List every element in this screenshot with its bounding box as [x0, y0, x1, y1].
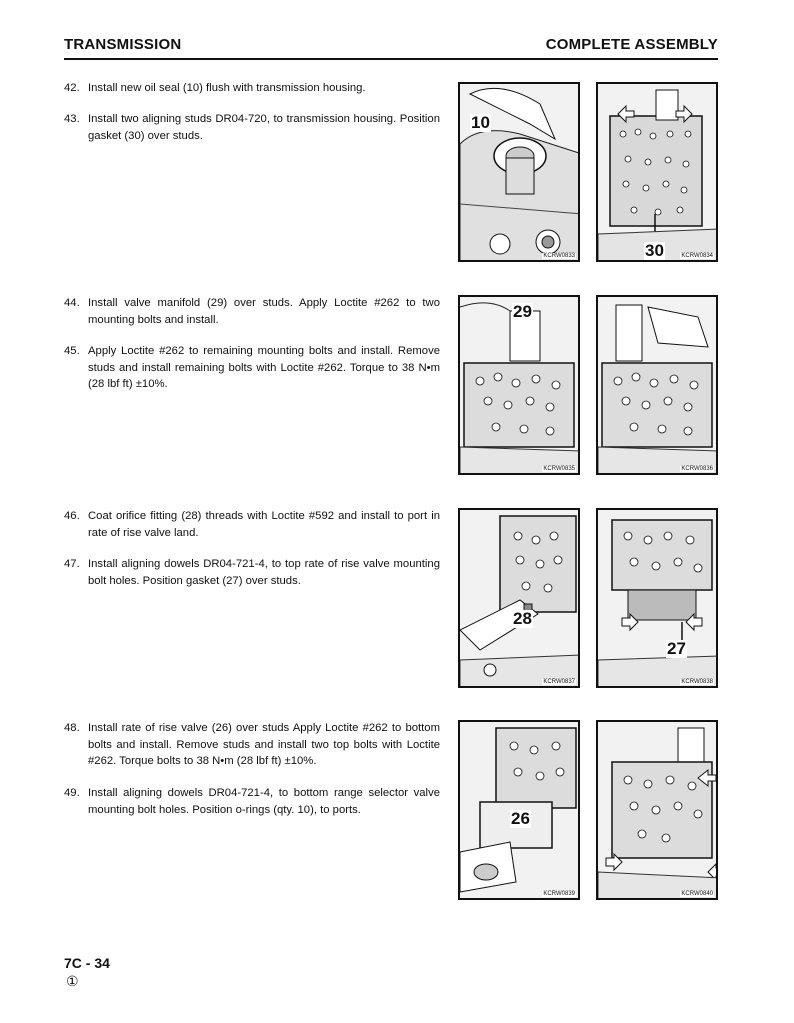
illustration	[460, 84, 580, 262]
step-number: 47.	[64, 558, 80, 570]
illustration	[598, 297, 718, 475]
figure-code: KCRW0833	[543, 253, 575, 259]
step-text: Apply Loctite #262 to remaining mounting bolts and install. Remove studs and install remaining bolts with Loctite #262. Torque to 38 N•m (28 lbf ft) ±10%.	[88, 345, 440, 390]
figure-valve-manifold	[458, 295, 580, 475]
step-number: 44.	[64, 297, 80, 309]
callout-label: 29	[513, 302, 532, 321]
subsection-title: COMPLETE ASSEMBLY	[545, 36, 718, 53]
callout-label: 27	[667, 639, 686, 658]
step-43	[64, 111, 440, 144]
step-number: 45.	[64, 345, 80, 357]
step-text: Install valve manifold (29) over studs. Apply Loctite #262 to two mounting bolts and install.	[88, 297, 440, 326]
step-48	[64, 720, 440, 770]
callout-label: 30	[645, 241, 664, 260]
figure-gasket	[596, 82, 718, 262]
page-header	[64, 36, 718, 60]
illustration	[598, 510, 718, 688]
step-text: Install new oil seal (10) flush with transmission housing.	[88, 82, 366, 94]
figure-orifice-fitting	[458, 508, 580, 688]
step-text: Install aligning dowels DR04-721-4, to bottom range selector valve mounting bolt holes. Position o-rings (qty. 10), to ports.	[88, 787, 440, 816]
section-title: TRANSMISSION	[64, 36, 182, 53]
step-text: Coat orifice fitting (28) threads with Loctite #592 and install to port in rate of rise valve land.	[88, 510, 440, 539]
figure-code: KCRW0834	[681, 253, 713, 259]
step-47	[64, 556, 440, 589]
figure-o-rings	[596, 720, 718, 900]
callout-label: 26	[511, 809, 530, 828]
figure-code: KCRW0836	[681, 466, 713, 472]
figure-gasket-27	[596, 508, 718, 688]
step-49	[64, 785, 440, 818]
step-44	[64, 295, 440, 328]
step-text: Install aligning dowels DR04-721-4, to top rate of rise valve mounting bolt holes. Position gasket (27) over studs.	[88, 558, 440, 587]
figure-oil-seal	[458, 82, 580, 262]
callout-label: 10	[471, 113, 490, 132]
figure-code: KCRW0837	[543, 679, 575, 685]
illustration	[460, 297, 580, 475]
figure-code: KCRW0835	[543, 466, 575, 472]
figure-code: KCRW0839	[543, 891, 575, 897]
callout-label: 28	[513, 609, 532, 628]
step-number: 48.	[64, 722, 80, 734]
step-45	[64, 343, 440, 393]
revision-mark: ①	[66, 973, 79, 989]
step-46	[64, 508, 440, 541]
illustration	[598, 84, 718, 262]
step-text: Install rate of rise valve (26) over studs Apply Loctite #262 to bottom bolts and install. Remove studs and install two top bolts with Loctite #262. Torque bolts to 38 N•m (28 lbf ft) ±10%.	[88, 722, 440, 767]
figure-code: KCRW0840	[681, 891, 713, 897]
step-number: 46.	[64, 510, 80, 522]
step-text: Install two aligning studs DR04-720, to transmission housing. Position gasket (30) over studs.	[88, 113, 440, 142]
illustration	[460, 510, 580, 688]
illustration	[598, 722, 718, 900]
figure-mounting-bolts	[596, 295, 718, 475]
step-number: 42.	[64, 82, 80, 94]
step-42	[64, 80, 440, 97]
page-number: 7C - 34	[64, 955, 110, 971]
figure-rate-of-rise-valve	[458, 720, 580, 900]
step-number: 43.	[64, 113, 80, 125]
step-number: 49.	[64, 787, 80, 799]
figure-code: KCRW0838	[681, 679, 713, 685]
